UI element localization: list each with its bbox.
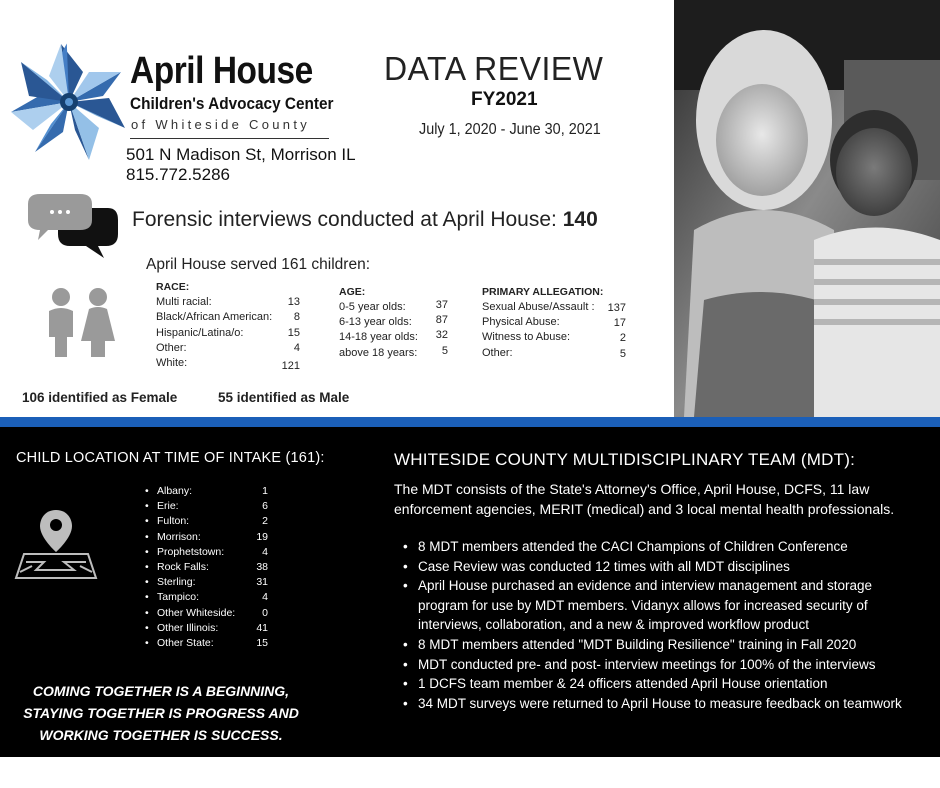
quote-line: COMING TOGETHER IS A BEGINNING, [32,683,290,699]
age-row [339,316,448,331]
quote [20,680,302,746]
race-label: Black/African American: [156,311,273,324]
age-table [339,286,448,362]
list-item: • Case Review was conducted 12 times with all MDT disciplines [400,557,920,577]
race-value: 15 [287,326,300,339]
allegation-value: 5 [619,347,626,360]
race-table [156,281,300,372]
interviews-count: 140 [562,208,598,231]
age-row [339,331,448,346]
location-label: Other Illinois: [157,621,219,634]
location-value: 15 [256,636,268,649]
location-label: Albany: [157,485,193,497]
allegation-value: 2 [619,332,626,345]
allegation-label: Other: [482,346,513,359]
allegation-label: Sexual Abuse/Assault : [482,301,595,313]
location-label: Other Whiteside: [157,606,236,619]
gender-female: 106 identified as Female [22,390,178,405]
list-item [144,515,268,530]
quote-line: WORKING TOGETHER IS SUCCESS. [39,727,283,743]
location-value: 19 [256,530,268,543]
list-item [144,485,268,500]
race-row [156,327,300,342]
review-year: FY2021 [471,89,538,110]
location-value: 0 [262,606,268,619]
blue-divider [0,417,940,427]
age-row [339,344,448,362]
list-item [144,500,268,515]
gender-male: 55 identified as Male [218,390,350,405]
location-label: Other State: [157,636,214,649]
location-value: 4 [262,545,268,558]
location-value: 41 [256,621,268,634]
location-value: 38 [256,560,268,573]
list-item: • 1 DCFS team member & 24 officers attended April House orientation [400,674,920,694]
list-item [144,531,268,546]
logo-underline [130,138,329,139]
served-line: April House served 161 children: [146,256,371,273]
list-item [144,637,268,652]
location-value: 4 [262,591,268,604]
interviews-label: Forensic interviews conducted at April House: [132,208,563,231]
list-item [144,622,268,637]
list-item: • 8 MDT members attended "MDT Building Resilience" training in Fall 2020 [400,635,920,655]
org-name: April House [130,50,313,92]
address: 501 N Madison St, Morrison IL [126,145,356,164]
location-label: Rock Falls: [157,560,209,573]
allegation-row [482,347,626,362]
phone-number: 815.772.5286 [126,165,230,184]
race-value: 4 [293,341,300,354]
race-row [156,357,300,372]
age-value: 37 [435,299,448,311]
location-label: Tampico: [157,591,200,604]
race-value: 121 [281,360,300,373]
allegation-label: Witness to Abuse: [482,331,571,344]
race-label: Hispanic/Latina/o: [156,326,244,339]
review-title: DATA REVIEW [384,50,604,87]
review-dates: July 1, 2020 - June 30, 2021 [419,121,601,138]
age-label: above 18 years: [339,346,418,359]
list-item [144,561,268,576]
race-row [156,296,300,311]
age-value: 5 [441,344,448,357]
allegation-label: Physical Abuse: [482,316,560,329]
age-label: 0-5 year olds: [339,301,406,313]
race-label: White: [156,357,188,370]
location-label: Morrison: [157,530,201,543]
location-title: CHILD LOCATION AT TIME OF INTAKE (161): [16,450,325,466]
interviews-line [132,208,598,232]
list-item: • 34 MDT surveys were returned to April House to measure feedback on teamwork [400,694,920,714]
allegation-row [482,316,626,331]
location-label: Erie: [157,500,179,513]
list-item [144,607,268,622]
children-icon [43,287,117,359]
list-item: • 8 MDT members attended the CACI Champions of Children Conference [400,537,920,557]
age-label: 14-18 year olds: [339,331,418,344]
location-value: 6 [262,500,268,513]
pinwheel-logo-icon [8,40,130,164]
location-value: 2 [262,515,268,528]
location-label: Sterling: [157,576,196,589]
mdt-bullet-list [400,537,920,713]
org-subtitle: Children's Advocacy Center [130,95,334,113]
location-label: Prophetstown: [157,545,225,558]
race-label: Multi racial: [156,296,212,308]
chat-bubbles-icon [24,190,120,260]
age-label: 6-13 year olds: [339,316,412,329]
age-value: 32 [435,329,448,342]
map-pin-icon [14,508,98,582]
race-heading: RACE: [156,281,190,293]
location-label: Fulton: [157,515,190,528]
children-photo [674,0,940,417]
location-value: 1 [262,485,268,497]
race-value: 8 [293,311,300,324]
list-item [144,546,268,561]
race-label: Other: [156,341,187,354]
allegation-value: 17 [613,317,626,330]
list-item: • MDT conducted pre- and post- interview meetings for 100% of the interviews [400,655,920,675]
allegation-heading: PRIMARY ALLEGATION: [482,286,604,298]
allegation-value: 137 [607,302,626,314]
mdt-description: The MDT consists of the State's Attorney's Office, April House, DCFS, 11 law enforcement agencies, MERIT (medical) and 3 local mental health professionals. [394,481,895,517]
location-list [144,485,268,652]
location-value: 31 [256,576,268,589]
list-item [144,576,268,591]
list-item [144,591,268,606]
allegation-row [482,301,626,316]
race-row [156,342,300,357]
mdt-title: WHITESIDE COUNTY MULTIDISCIPLINARY TEAM (MDT): [394,450,856,469]
age-row [339,301,448,316]
allegation-table [482,286,626,362]
allegation-row [482,331,626,346]
age-heading: AGE: [339,286,366,298]
org-county: of Whiteside County [131,117,311,132]
list-item: • April House purchased an evidence and interview management and storage program for use by MDT members. Vidanyx allows for increased security of interviews, collaboration, and a new & improved workflow product [400,576,920,635]
race-value: 13 [287,296,300,308]
quote-line: STAYING TOGETHER IS PROGRESS AND [23,705,299,721]
race-row [156,311,300,326]
age-value: 87 [435,314,448,327]
